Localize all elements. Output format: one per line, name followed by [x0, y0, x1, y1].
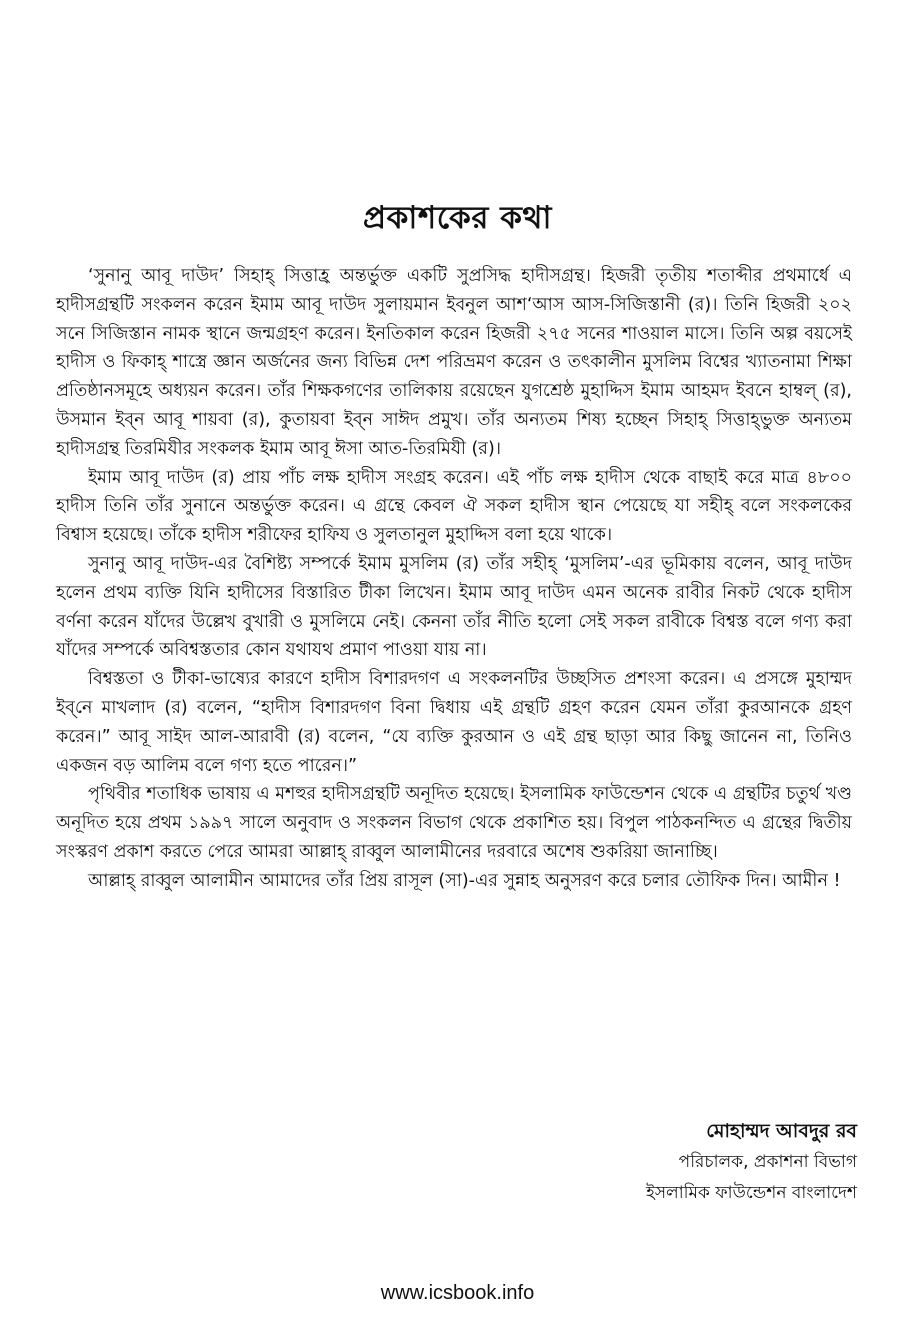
- paragraph-2: ইমাম আবূ দাউদ (র) প্রায় পাঁচ লক্ষ হাদীস সংগ্রহ করেন। এই পাঁচ লক্ষ হাদীস থেকে বাছাই করে মাত্র ৪৮০০ হাদীস তিনি তাঁর সুনানে অন্তর্ভুক্ত করেন। এ গ্রন্থে কেবল ঐ সকল হাদীস স্থান পেয়েছে যা সহীহ্ বলে সংকলকের বিশ্বাস হয়েছে। তাঁকে হাদীস শরীফের হাফিয ও সুলতানুল মুহাদ্দিস বলা হয়ে থাকে।: [56, 467, 852, 546]
- signature-block: [646, 1115, 857, 1209]
- document-body: [56, 262, 852, 896]
- paragraph-6: আল্লাহ্ রাব্বুল আলামীন আমাদের তাঁর প্রিয় রাসূল (সা)-এর সুন্নাহ অনুসরণ করে চলার তৌফিক দিন। আমীন !: [88, 870, 841, 891]
- paragraph-3: সুনানু আবূ দাউদ-এর বৈশিষ্ট্য সম্পর্কে ইমাম মুসলিম (র) তাঁর সহীহ্ ‘মুসলিম’-এর ভূমিকায় বলেন, আবূ দাউদ হলেন প্রথম ব্যক্তি যিনি হাদীসের বিস্তারিত টীকা লিখেন। ইমাম আবূ দাউদ এমন অনেক রাবীর নিকট থেকে হাদীস বর্ণনা করেন যাঁদের উল্লেখ বুখারী ও মুসলিমে নেই। কেননা তাঁর নীতি হলো সেই সকল রাবীকে বিশ্বস্ত বলে গণ্য করা যাঁদের সম্পর্কে অবিশ্বস্ততার কোন যথাযথ প্রমাণ পাওয়া যায় না।: [56, 553, 852, 661]
- paragraph-4: বিশ্বস্ততা ও টীকা-ভাষ্যের কারণে হাদীস বিশারদগণ এ সংকলনটির উচ্ছসিত প্রশংসা করেন। এ প্রসঙ্গে মুহাম্মদ ইব্‌নে মাখলাদ (র) বলেন, “হাদীস বিশারদগণ বিনা দ্বিধায় এই গ্রন্থটি গ্রহণ করেন যেমন তাঁরা কুরআনকে গ্রহণ করেন।” আবূ সাইদ আল-আরাবী (র) বলেন, “যে ব্যক্তি কুরআন ও এই গ্রন্থ ছাড়া আর কিছু জানেন না, তিনিও একজন বড় আলিম বলে গণ্য হতে পারেন।”: [56, 669, 852, 776]
- signatory-organization: ইসলামিক ফাউন্ডেশন বাংলাদেশ: [645, 1183, 857, 1203]
- page-title: প্রকাশকের কথা: [363, 200, 552, 236]
- footer-url: www.icsbook.info: [380, 1282, 535, 1304]
- paragraph-1: ‘সুনানু আবূ দাউদ’ সিহাহ্ সিত্তাহ্র অন্তর্ভুক্ত একটি সুপ্রসিদ্ধ হাদীসগ্রন্থ। হিজরী তৃতীয় শতাব্দীর প্রথমার্ধে এ হাদীসগ্রন্থটি সংকলন করেন ইমাম আবূ দাউদ সুলায়মান ইবনুল আশ‘আস আস-সিজিস্তানী (র)। তিনি হিজরী ২০২ সনে সিজিস্তান নামক স্থানে জন্মগ্রহণ করেন। ইনতিকাল করেন হিজরী ২৭৫ সনের শাওয়াল মাসে। তিনি অল্প বয়সেই হাদীস ও ফিকাহ্ শাস্ত্রে জ্ঞান অর্জনের জন্য বিভিন্ন দেশ পরিভ্রমণ করেন ও তৎকালীন মুসলিম বিশ্বের খ্যাতনামা শিক্ষা প্রতিষ্ঠানসমূহে অধ্যয়ন করেন। তাঁর শিক্ষকগণের তালিকায় রয়েছেন যুগশ্রেষ্ঠ মুহাদ্দিস ইমাম আহমদ ইবনে হাম্বল্ (র), উসমান ইব্‌ন আবূ শায়বা (র), কুতায়বা ইব্‌ন সাঈদ প্রমুখ। তাঁর অন্যতম শিষ্য হচ্ছেন সিহাহ্ সিত্তাহ্ভুক্ত অন্যতম হাদীসগ্রন্থ তিরমিযীর সংকলক ইমাম আবূ ঈসা আত-তিরমিযী (র)।: [56, 266, 852, 459]
- signatory-name: মোহাম্মদ আবদুর রব: [706, 1120, 857, 1142]
- paragraph-5: পৃথিবীর শতাধিক ভাষায় এ মশহুর হাদীসগ্রন্থটি অনূদিত হয়েছে। ইসলামিক ফাউন্ডেশন থেকে এ গ্রন্থটির চতুর্থ খণ্ড অনূদিত হয়ে প্রথম ১৯৯৭ সালে অনুবাদ ও সংকলন বিভাগ থেকে প্রকাশিত হয়। বিপুল পাঠকনন্দিত এ গ্রন্থের দ্বিতীয় সংস্করণ প্রকাশ করতে পেরে আমরা আল্লাহ্ রাব্বুল আলামীনের দরবারে অশেষ শুকরিয়া জানাচ্ছি।: [56, 784, 852, 862]
- signatory-designation: পরিচালক, প্রকাশনা বিভাগ: [678, 1152, 857, 1172]
